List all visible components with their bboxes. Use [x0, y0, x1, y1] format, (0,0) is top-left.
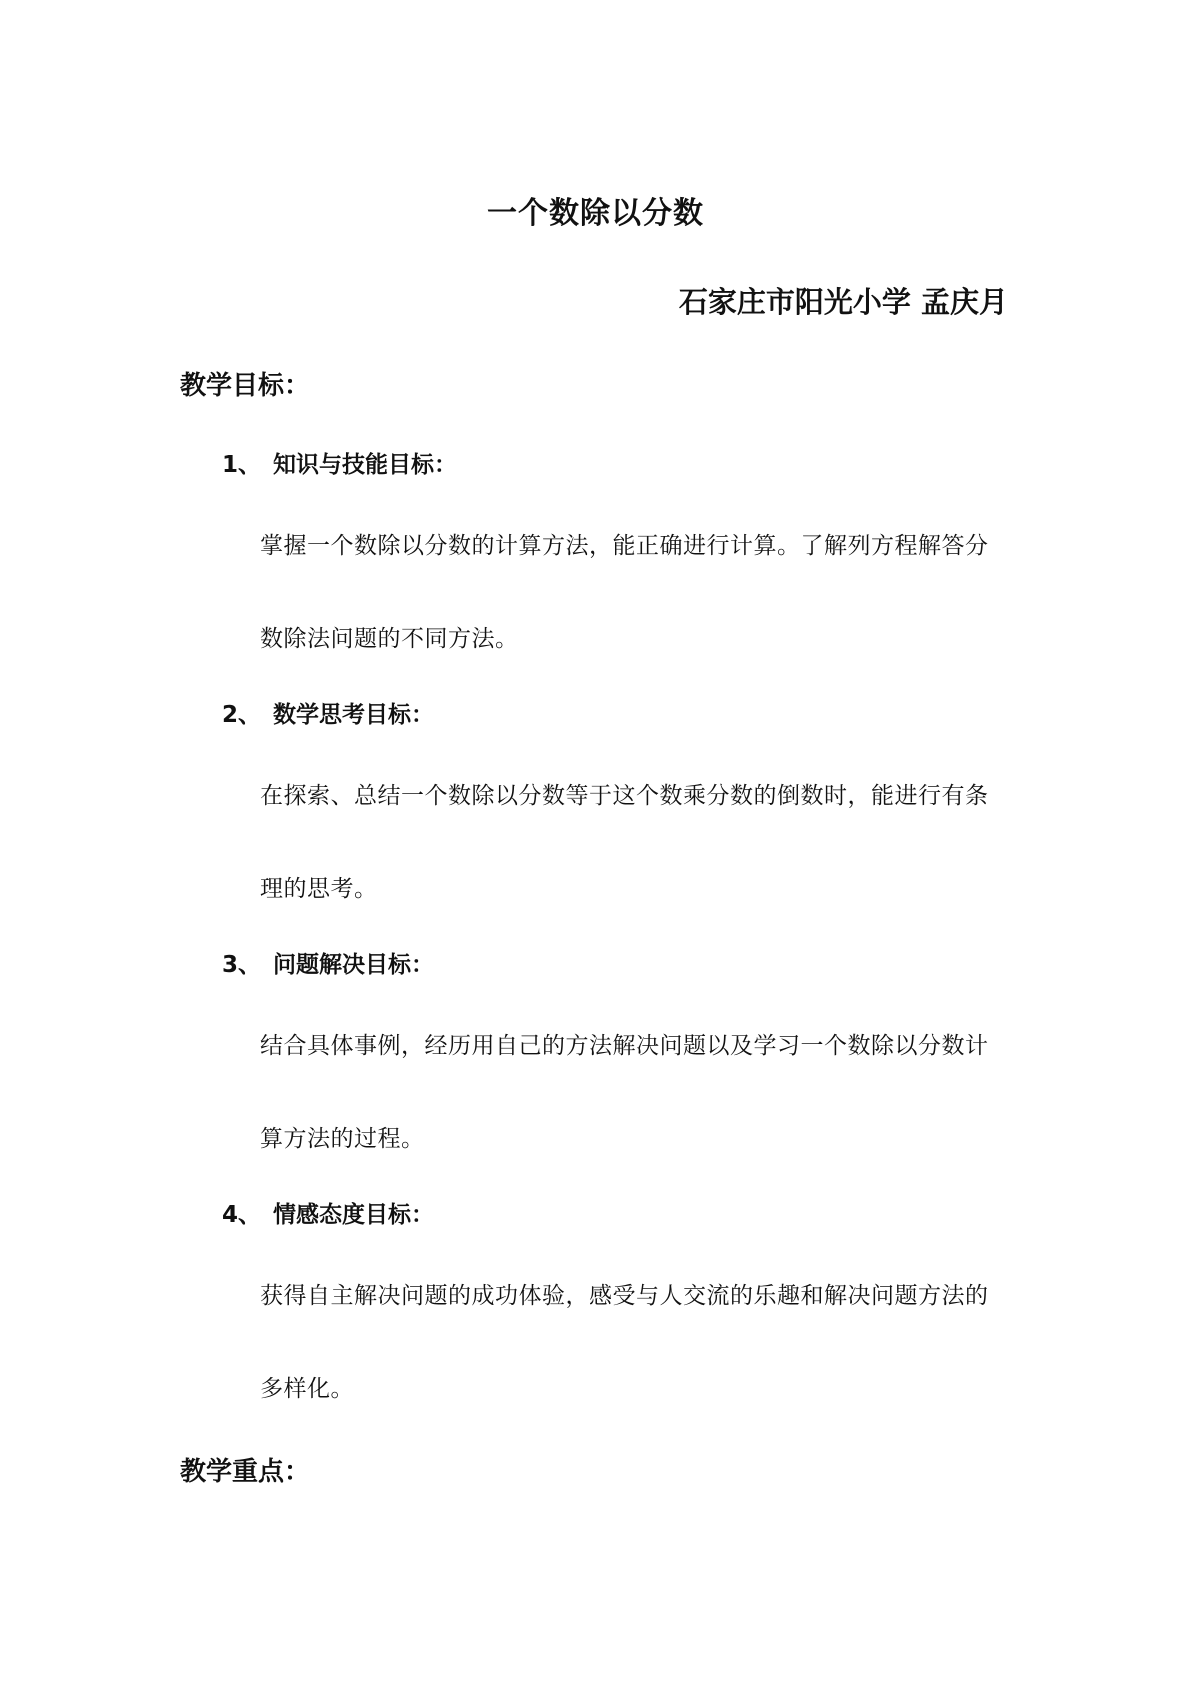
- objective-title: 情感态度目标：: [273, 1202, 435, 1228]
- objective-number: 3、: [222, 952, 262, 978]
- objective-heading-3: [222, 946, 434, 979]
- objective-text-line: 获得自主解决问题的成功体验，感受与人交流的乐趣和解决问题方法的: [260, 1283, 989, 1309]
- section-heading-key-points: 教学重点：: [180, 1457, 311, 1487]
- objective-text-line: 理的思考。: [260, 876, 378, 902]
- author-line: 石家庄市阳光小学 孟庆月: [678, 285, 1008, 319]
- objective-heading-1: [222, 446, 457, 479]
- objective-heading-2: [222, 696, 434, 729]
- objective-title: 知识与技能目标：: [273, 452, 458, 478]
- section-heading-objectives: 教学目标：: [180, 371, 311, 401]
- document-title: 一个数除以分数: [487, 196, 704, 231]
- objective-text-line: 多样化。: [260, 1376, 354, 1402]
- objective-heading-4: [222, 1196, 434, 1229]
- objective-text-line: 算方法的过程。: [260, 1126, 425, 1152]
- objective-title: 数学思考目标：: [273, 702, 435, 728]
- objective-number: 1、: [222, 452, 262, 478]
- objective-text-line: 在探索、总结一个数除以分数等于这个数乘分数的倒数时，能进行有条: [260, 783, 989, 809]
- objective-text-line: 结合具体事例，经历用自己的方法解决问题以及学习一个数除以分数计: [260, 1033, 989, 1059]
- objective-text-line: 掌握一个数除以分数的计算方法，能正确进行计算。了解列方程解答分: [260, 533, 989, 559]
- objective-text-line: 数除法问题的不同方法。: [260, 626, 519, 652]
- objective-number: 4、: [222, 1202, 262, 1228]
- objective-number: 2、: [222, 702, 262, 728]
- objective-title: 问题解决目标：: [273, 952, 435, 978]
